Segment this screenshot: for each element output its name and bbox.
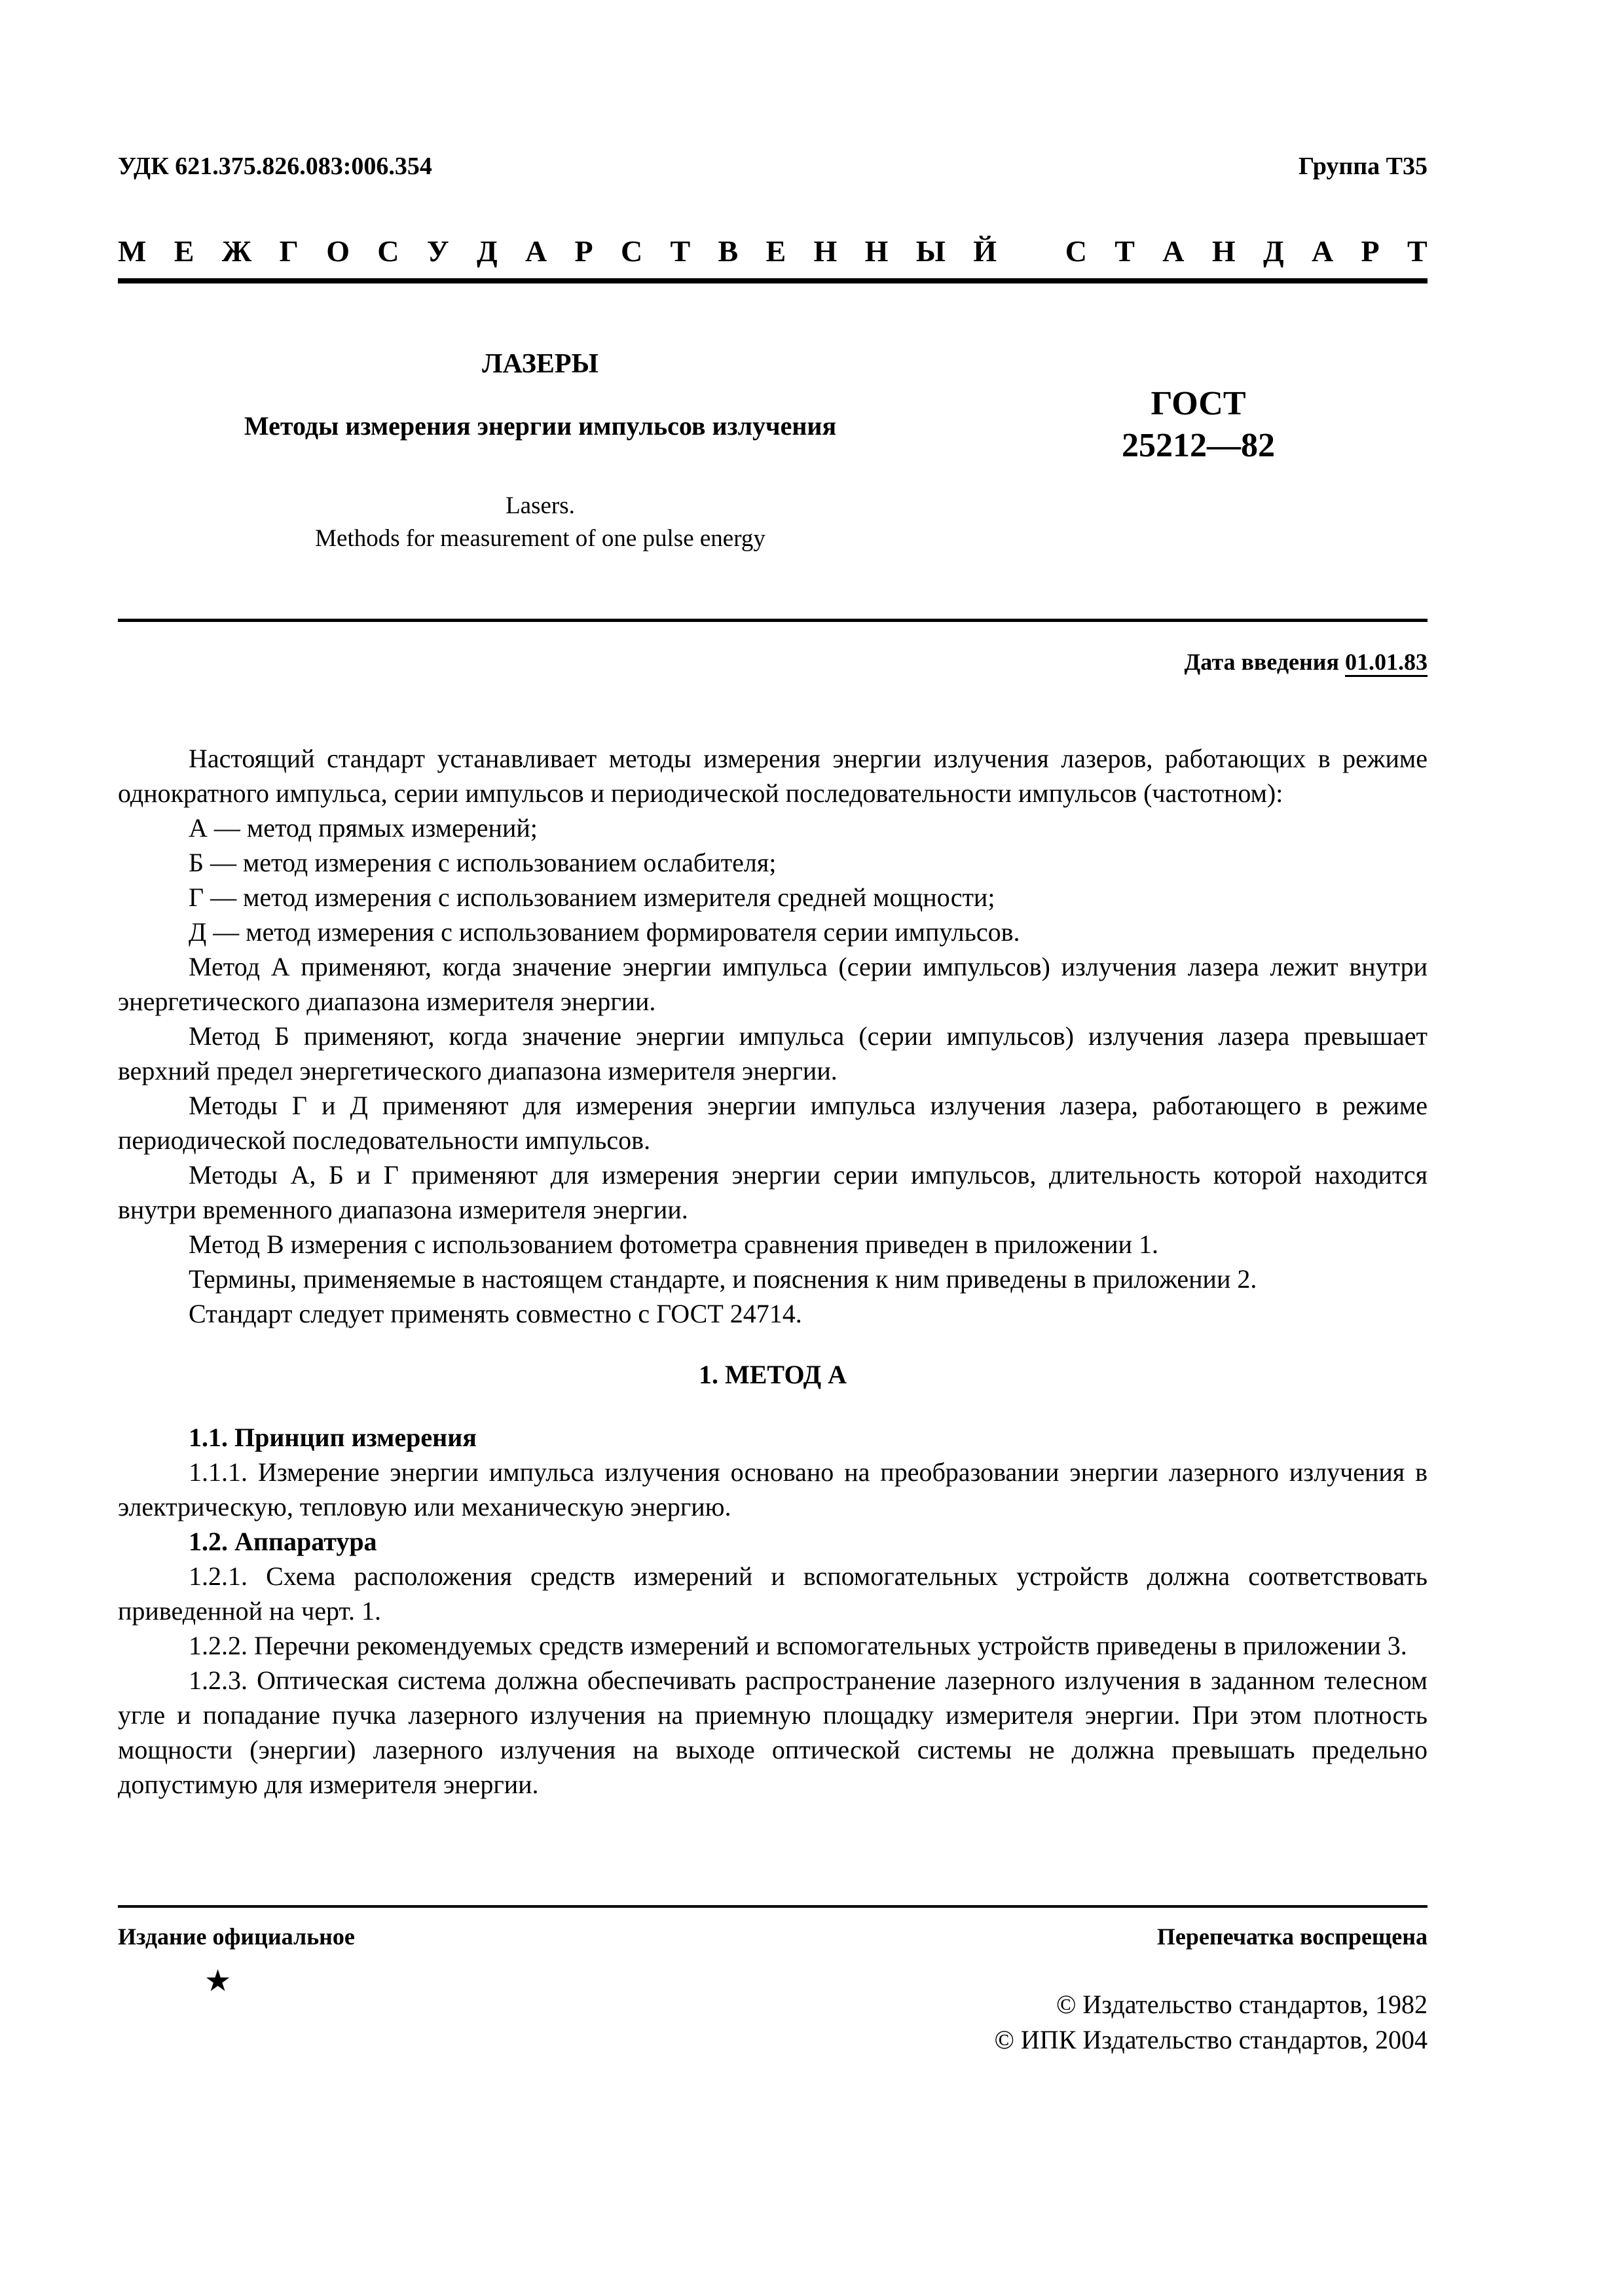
banner-letter: Н: [864, 234, 889, 268]
copyright-line: © ИПК Издательство стандартов, 2004: [994, 2025, 1428, 2054]
banner-letter: С: [620, 234, 643, 268]
clause: 1.2.1. Схема расположения средств измерений и вспомогательных устройств должна соответствовать приведенной на черт. 1.: [118, 1561, 1428, 1626]
method-list-item: Г — метод измерения с использованием измерителя средней мощности;: [189, 883, 995, 912]
banner-letter: Д: [476, 234, 498, 268]
banner-letter: Н: [813, 234, 838, 268]
body-text: [118, 741, 1428, 1802]
gost-label: ГОСТ: [1151, 385, 1246, 422]
reprint-note: Перепечатка воспрещена: [1156, 1923, 1428, 1950]
copyright-block: [995, 1987, 1428, 2058]
gost-designation: [1074, 383, 1323, 467]
banner-letter: А: [525, 234, 547, 268]
banner-letter: О: [326, 234, 350, 268]
header-rule: [118, 278, 1428, 283]
subsection-heading: 1.2. Аппаратура: [189, 1527, 377, 1556]
paragraph: Метод Б применяют, когда значение энергии импульса (серии импульсов) излучения лазера превышает верхний предел энергетического диапазона измерителя энергии.: [118, 1021, 1428, 1085]
banner-letter: Ж: [221, 234, 252, 268]
paragraph: Методы Г и Д применяют для измерения энергии импульса излучения лазера, работающего в режиме периодической последовательности импульсов.: [118, 1091, 1428, 1155]
group-code: Группа Т35: [1298, 153, 1428, 180]
banner-letter: Р: [574, 234, 593, 268]
edition-note: Издание официальное: [118, 1923, 355, 1950]
method-list-item: А — метод прямых измерений;: [189, 813, 538, 843]
title-block: [118, 347, 963, 555]
intro-paragraph: Настоящий стандарт устанавливает методы измерения энергии излучения лазеров, работающих в режиме однократного импульса, серии импульсов и периодической последовательности импульсов (частотном):: [118, 744, 1428, 808]
copyright-line: © Издательство стандартов, 1982: [1056, 1990, 1428, 2019]
english-title: [118, 490, 963, 555]
udk-code: УДК 621.375.826.083:006.354: [118, 153, 432, 180]
banner-letter: Т: [1407, 234, 1428, 268]
paragraph: Термины, применяемые в настоящем стандарте, и пояснения к ним приведены в приложении 2.: [189, 1264, 1257, 1294]
date-value: 01.01.83: [1345, 649, 1428, 675]
english-title-line2: Methods for measurement of one pulse energy: [315, 525, 765, 552]
section-heading: 1. МЕТОД А: [698, 1360, 847, 1389]
star-icon: ★: [204, 1964, 232, 1997]
date-label: Дата введения: [1184, 649, 1339, 675]
method-list-item: Б — метод измерения с использованием ослабителя;: [189, 848, 777, 877]
banner-letter: Р: [1361, 234, 1380, 268]
method-list-item: Д — метод измерения с использованием формирователя серии импульсов.: [189, 917, 1020, 947]
banner-letter: А: [1162, 234, 1185, 268]
paragraph: Метод А применяют, когда значение энергии импульса (серии импульсов) излучения лазера лежит внутри энергетического диапазона измерителя энергии.: [118, 952, 1428, 1016]
banner-letter: Н: [1211, 234, 1236, 268]
title-rule: [118, 619, 1428, 622]
standard-banner: [118, 231, 1428, 270]
english-title-line1: Lasers.: [506, 492, 575, 519]
document-title: ЛАЗЕРЫ: [482, 349, 599, 379]
banner-letter: Й: [973, 234, 997, 268]
footer-rule: [118, 1905, 1428, 1908]
banner-letter: А: [1311, 234, 1334, 268]
paragraph: Метод В измерения с использованием фотометра сравнения приведен в приложении 1.: [189, 1230, 1158, 1259]
paragraph: Стандарт следует применять совместно с ГОСТ 24714.: [189, 1299, 802, 1328]
document-subtitle: Методы измерения энергии импульсов излучения: [244, 411, 837, 441]
banner-letter: Е: [174, 234, 194, 268]
clause: 1.1.1. Измерение энергии импульса излучения основано на преобразовании энергии лазерного излучения в электрическую, тепловую или механическую энергию.: [118, 1457, 1428, 1522]
banner-letter: С: [377, 234, 399, 268]
banner-letter: В: [718, 234, 739, 268]
banner-letter: Ы: [915, 234, 946, 268]
paragraph: Методы А, Б и Г применяют для измерения энергии серии импульсов, длительность которой находится внутри временного диапазона измерителя энергии.: [118, 1160, 1428, 1224]
clause: 1.2.3. Оптическая система должна обеспечивать распространение лазерного излучения в заданном телесном угле и попадание пучка лазерного излучения на приемную площадку измерителя энергии. При этом плотность мощности (энергии) лазерного излучения на выходе оптической системы не должна превышать предельно допустимую для измерителя энергии.: [118, 1666, 1428, 1799]
banner-letter: С: [1065, 234, 1087, 268]
banner-letter: Т: [670, 234, 691, 268]
banner-letter: Е: [765, 234, 786, 268]
banner-letter: Г: [279, 234, 299, 268]
subsection-heading: 1.1. Принцип измерения: [189, 1423, 477, 1452]
gost-number: 25212—82: [1122, 427, 1275, 464]
banner-letter: У: [426, 234, 449, 268]
banner-letter: М: [118, 234, 147, 268]
clause: 1.2.2. Перечни рекомендуемых средств измерений и вспомогательных устройств приведены в приложении 3.: [189, 1631, 1407, 1660]
introduction-date: [1185, 648, 1428, 676]
banner-letter: Т: [1115, 234, 1135, 268]
banner-letter: Д: [1263, 234, 1284, 268]
